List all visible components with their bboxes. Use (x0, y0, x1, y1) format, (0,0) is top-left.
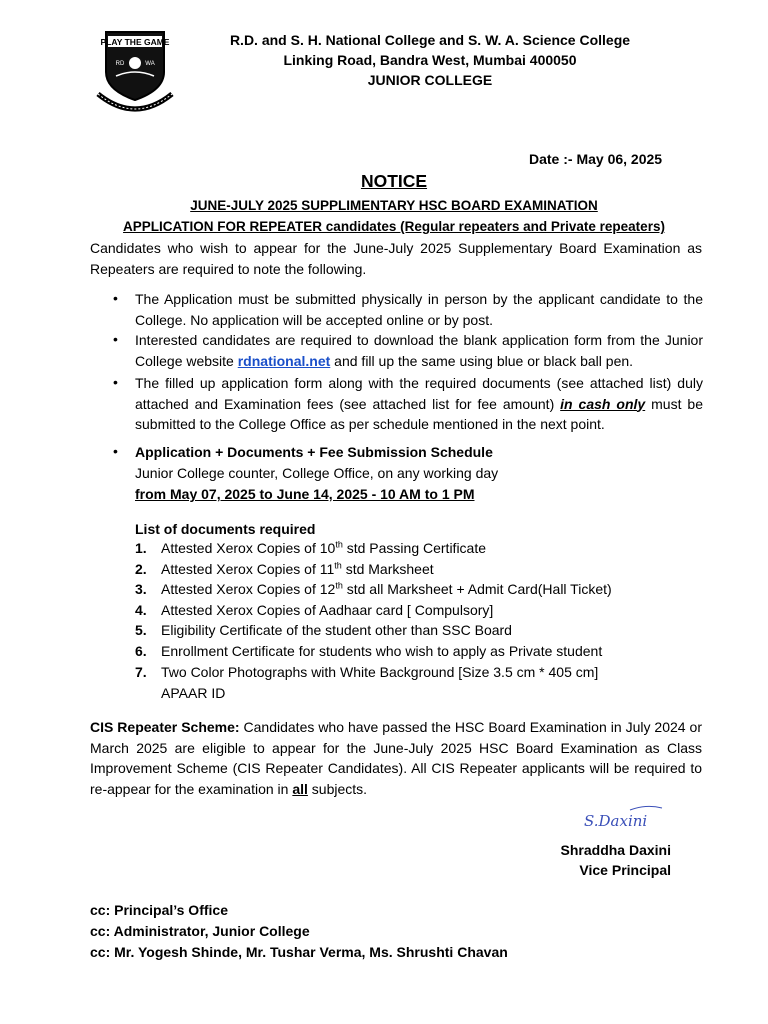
document-number: 4. (135, 602, 147, 618)
exam-subtitle: JUNE-JULY 2025 SUPPLIMENTARY HSC BOARD EXAMINATION (190, 198, 598, 213)
bullet-submission-in-person: The Application must be submitted physically in person by the applicant candidate to the College. No application will be accepted online or by post. (135, 291, 703, 328)
cc-line: cc: Principal’s Office (90, 902, 228, 918)
bullet-icon: • (113, 331, 118, 347)
document-item: Two Color Photographs with White Background [Size 3.5 cm * 405 cm] (161, 664, 599, 680)
notice-date: Date :- May 06, 2025 (529, 151, 663, 167)
bullet-download-form: Interested candidates are required to download the blank application form from the Junior College website rdnational.net and fill up the same using blue or black ball pen. (135, 332, 703, 369)
college-address: Linking Road, Bandra West, Mumbai 400050 (283, 52, 577, 68)
college-logo (94, 28, 176, 120)
notice-title: NOTICE (360, 171, 428, 191)
document-number: 3. (135, 581, 147, 597)
cc-line: cc: Mr. Yogesh Shinde, Mr. Tushar Verma, Ms. Shrushti Chavan (90, 944, 508, 960)
document-item: Attested Xerox Copies of 12th std all Marksheet + Admit Card(Hall Ticket) (161, 580, 612, 597)
bullet-icon: • (113, 443, 118, 459)
signatory-designation: Vice Principal (579, 862, 671, 878)
document-number: 7. (135, 664, 147, 680)
document-item: Attested Xerox Copies of 11th std Marksheet (161, 560, 434, 577)
document-number: 6. (135, 643, 147, 659)
cis-paragraph: CIS Repeater Scheme: Candidates who have passed the HSC Board Examination in July 2024 or March 2025 are eligible to appear for the June-July 2025 HSC Board Examination as Class Improvement Scheme (CIS Repeater Candidates). All CIS Repeater applicants will be required to re-appear for the examination in all subjects. (90, 719, 702, 797)
college-name: R.D. and S. H. National College and S. W. A. Science College (229, 32, 631, 48)
svg-text:RD: RD (115, 61, 125, 67)
schedule-dates: from May 07, 2025 to June 14, 2025 - 10 AM to 1 PM (135, 486, 475, 502)
signature-image (580, 800, 670, 836)
bullet-submit-documents: The filled up application form along with the required documents (see attached list) duly attached and Examination fees (see attached list for fee amount) in cash only must be submitted to the College Office as per schedule mentioned in the next point. (135, 375, 703, 432)
bullet-icon: • (113, 374, 118, 390)
signatory-name: Shraddha Daxini (560, 842, 671, 858)
documents-heading: List of documents required (135, 521, 316, 537)
document-number: 1. (135, 540, 147, 556)
intro-paragraph: Candidates who wish to appear for the June-July 2025 Supplementary Board Examination as Repeaters are required to note the following. (90, 240, 702, 277)
document-number: 5. (135, 622, 147, 638)
document-extra-apaar: APAAR ID (161, 685, 226, 701)
svg-text:S.Daxini: S.Daxini (584, 812, 648, 830)
svg-text:WA: WA (145, 61, 155, 67)
document-item: Attested Xerox Copies of 10th std Passing Certificate (161, 539, 487, 556)
website-link[interactable]: rdnational.net (237, 352, 331, 369)
cc-line: cc: Administrator, Junior College (90, 923, 310, 939)
schedule-heading: Application + Documents + Fee Submission Schedule (135, 444, 493, 460)
document-item: Attested Xerox Copies of Aadhaar card [ Compulsory] (161, 602, 494, 618)
document-item: Enrollment Certificate for students who wish to apply as Private student (161, 643, 603, 659)
document-number: 2. (135, 561, 147, 577)
schedule-location: Junior College counter, College Office, on any working day (135, 465, 499, 481)
document-item: Eligibility Certificate of the student other than SSC Board (161, 622, 512, 638)
college-section: JUNIOR COLLEGE (367, 72, 493, 88)
svg-text:PLAY THE GAME: PLAY THE GAME (100, 37, 170, 47)
application-subtitle: APPLICATION FOR REPEATER candidates (Regular repeaters and Private repeaters) (123, 219, 665, 234)
bullet-icon: • (113, 290, 118, 306)
